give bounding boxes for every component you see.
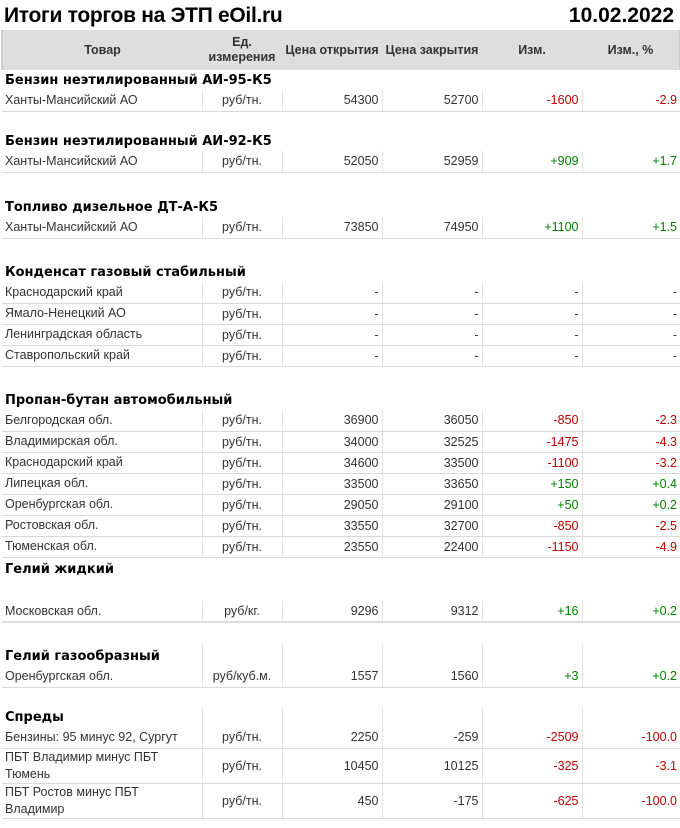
empty-cell [482,707,582,727]
change-pct: +0.4 [582,473,680,494]
empty-cell [202,707,282,727]
empty-cell [382,707,482,727]
change-pct: - [582,345,680,366]
unit: руб/куб.м. [202,666,282,687]
spacer-row [2,579,680,601]
change-pct: +0.2 [582,601,680,622]
change: - [482,324,582,345]
col-header-close: Цена закрытия [382,30,482,70]
close-price: 32525 [382,431,482,452]
product-name: Ставропольский край [2,345,202,366]
open-price: - [282,303,382,324]
section-title: Бензин неэтилированный АИ-95-К5 [5,73,272,88]
product-name: Оренбургская обл. [2,494,202,515]
change: -1600 [482,90,582,111]
change: -325 [482,748,582,783]
unit: руб/тн. [202,303,282,324]
change-pct: -2.9 [582,90,680,111]
table-row [2,410,680,431]
table-row [2,473,680,494]
open-price: 10450 [282,748,382,783]
change-pct: -4.9 [582,536,680,557]
close-price: 36050 [382,410,482,431]
unit: руб/тн. [202,217,282,238]
unit: руб/тн. [202,494,282,515]
change-pct: +0.2 [582,494,680,515]
change: -625 [482,783,582,818]
col-header-change: Изм. [482,30,582,70]
col-header-change-pct: Изм., % [582,30,680,70]
product-name: Белгородская обл. [2,410,202,431]
open-price: 2250 [282,727,382,748]
spacer-cell [2,238,680,260]
product-name: Владимирская обл. [2,431,202,452]
table-row [2,515,680,536]
table-row [2,783,680,818]
change: +909 [482,151,582,172]
table-row [2,303,680,324]
close-price: 52700 [382,90,482,111]
open-price: 23550 [282,536,382,557]
product-name: Ростовская обл. [2,515,202,536]
open-price: 9296 [282,601,382,622]
table-row [2,90,680,111]
change: -1475 [482,431,582,452]
spacer-cell [2,579,680,601]
change-pct: +0.2 [582,666,680,687]
close-price: -175 [382,783,482,818]
close-price: - [382,303,482,324]
change-pct: +1.5 [582,217,680,238]
product-name: Тюменская обл. [2,536,202,557]
change: - [482,282,582,303]
close-price: -259 [382,727,482,748]
close-price: 33500 [382,452,482,473]
unit: руб/тн. [202,410,282,431]
section-header [2,131,680,151]
unit: руб/тн. [202,727,282,748]
close-price: 33650 [382,473,482,494]
close-price: - [382,324,482,345]
product-name: Краснодарский край [2,282,202,303]
close-price: 10125 [382,748,482,783]
close-price: 52959 [382,151,482,172]
change: - [482,303,582,324]
change: +50 [482,494,582,515]
change-pct: - [582,324,680,345]
unit: руб/тн. [202,473,282,494]
open-price: 33550 [282,515,382,536]
change-pct: -3.2 [582,452,680,473]
product-name: Бензины: 95 минус 92, Сургут [2,727,202,748]
close-price: - [382,282,482,303]
open-price: 34000 [282,431,382,452]
spacer-row [2,111,680,131]
unit: руб/тн. [202,515,282,536]
trading-results-table [1,30,680,819]
section-header [2,196,680,217]
change-pct: -100.0 [582,727,680,748]
empty-cell [482,644,582,666]
product-name: Ханты-Мансийский АО [2,151,202,172]
close-price: 22400 [382,536,482,557]
empty-cell [382,644,482,666]
change: +3 [482,666,582,687]
product-name: Оренбургская обл. [2,666,202,687]
product-name: Ханты-Мансийский АО [2,90,202,111]
unit: руб/кг. [202,601,282,622]
open-price: 36900 [282,410,382,431]
table-row [2,601,680,622]
open-price: - [282,324,382,345]
section-header [2,644,680,666]
change-pct: +1.7 [582,151,680,172]
unit: руб/тн. [202,151,282,172]
section-title: Гелий газообразный [5,649,160,664]
section-title: Конденсат газовый стабильный [5,265,246,280]
unit: руб/тн. [202,90,282,111]
change: +16 [482,601,582,622]
trade-date: 10.02.2022 [568,4,674,27]
page-title: Итоги торгов на ЭТП eOil.ru [4,4,283,27]
change-pct: - [582,282,680,303]
table-row [2,452,680,473]
open-price: 34600 [282,452,382,473]
col-header-unit: Ед. измерения [202,30,282,70]
table-row [2,431,680,452]
spacer-row [2,622,680,644]
empty-cell [582,707,680,727]
unit: руб/тн. [202,345,282,366]
section-header [2,388,680,410]
section-header [2,707,680,727]
table-row [2,282,680,303]
spacer-cell [2,172,680,196]
unit: руб/тн. [202,783,282,818]
unit: руб/тн. [202,431,282,452]
section-title: Бензин неэтилированный АИ-92-К5 [5,134,272,149]
product-name: Ямало-Ненецкий АО [2,303,202,324]
change-pct: - [582,303,680,324]
product-name: Ханты-Мансийский АО [2,217,202,238]
empty-cell [202,644,282,666]
spacer-row [2,687,680,707]
change-pct: -2.3 [582,410,680,431]
change: -1100 [482,452,582,473]
change: - [482,345,582,366]
title-bar [0,0,680,30]
section-title: Гелий жидкий [5,562,114,577]
section-header [2,70,680,90]
close-price: 1560 [382,666,482,687]
spacer-cell [2,687,680,707]
open-price: 33500 [282,473,382,494]
change-pct: -4.3 [582,431,680,452]
open-price: 54300 [282,90,382,111]
unit: руб/тн. [202,282,282,303]
product-name: Краснодарский край [2,452,202,473]
open-price: 29050 [282,494,382,515]
spacer-row [2,238,680,260]
spacer-row [2,366,680,388]
change: +150 [482,473,582,494]
table-row [2,536,680,557]
product-name: Ленинградская область [2,324,202,345]
section-title: Спреды [5,710,64,725]
spacer-cell [2,111,680,131]
open-price: 1557 [282,666,382,687]
table-row [2,151,680,172]
close-price: 29100 [382,494,482,515]
close-price: 32700 [382,515,482,536]
product-name: Липецкая обл. [2,473,202,494]
open-price: - [282,345,382,366]
section-title: Топливо дизельное ДТ-А-К5 [5,200,219,215]
empty-cell [582,644,680,666]
spacer-cell [2,622,680,644]
open-price: 73850 [282,217,382,238]
close-price: - [382,345,482,366]
table-row [2,748,680,783]
table-row [2,324,680,345]
open-price: 450 [282,783,382,818]
empty-cell [282,644,382,666]
open-price: 52050 [282,151,382,172]
col-header-product: Товар [2,30,202,70]
change: -850 [482,515,582,536]
open-price: - [282,282,382,303]
close-price: 9312 [382,601,482,622]
change: -850 [482,410,582,431]
change: -2509 [482,727,582,748]
close-price: 74950 [382,217,482,238]
change-pct: -3.1 [582,748,680,783]
col-header-open: Цена открытия [282,30,382,70]
spacer-row [2,172,680,196]
table-row [2,494,680,515]
product-name: ПБТ Ростов минус ПБТ Владимир [2,783,202,818]
unit: руб/тн. [202,748,282,783]
change: +1100 [482,217,582,238]
section-header [2,557,680,579]
unit: руб/тн. [202,452,282,473]
empty-cell [282,707,382,727]
unit: руб/тн. [202,536,282,557]
table-row [2,727,680,748]
product-name: Московская обл. [2,601,202,622]
spacer-cell [2,366,680,388]
table-row [2,666,680,687]
table-row [2,345,680,366]
table-row [2,217,680,238]
unit: руб/тн. [202,324,282,345]
section-header [2,260,680,282]
change: -1150 [482,536,582,557]
section-title: Пропан-бутан автомобильный [5,393,233,408]
product-name: ПБТ Владимир минус ПБТ Тюмень [2,748,202,783]
change-pct: -2.5 [582,515,680,536]
table-header [2,30,680,70]
change-pct: -100.0 [582,783,680,818]
